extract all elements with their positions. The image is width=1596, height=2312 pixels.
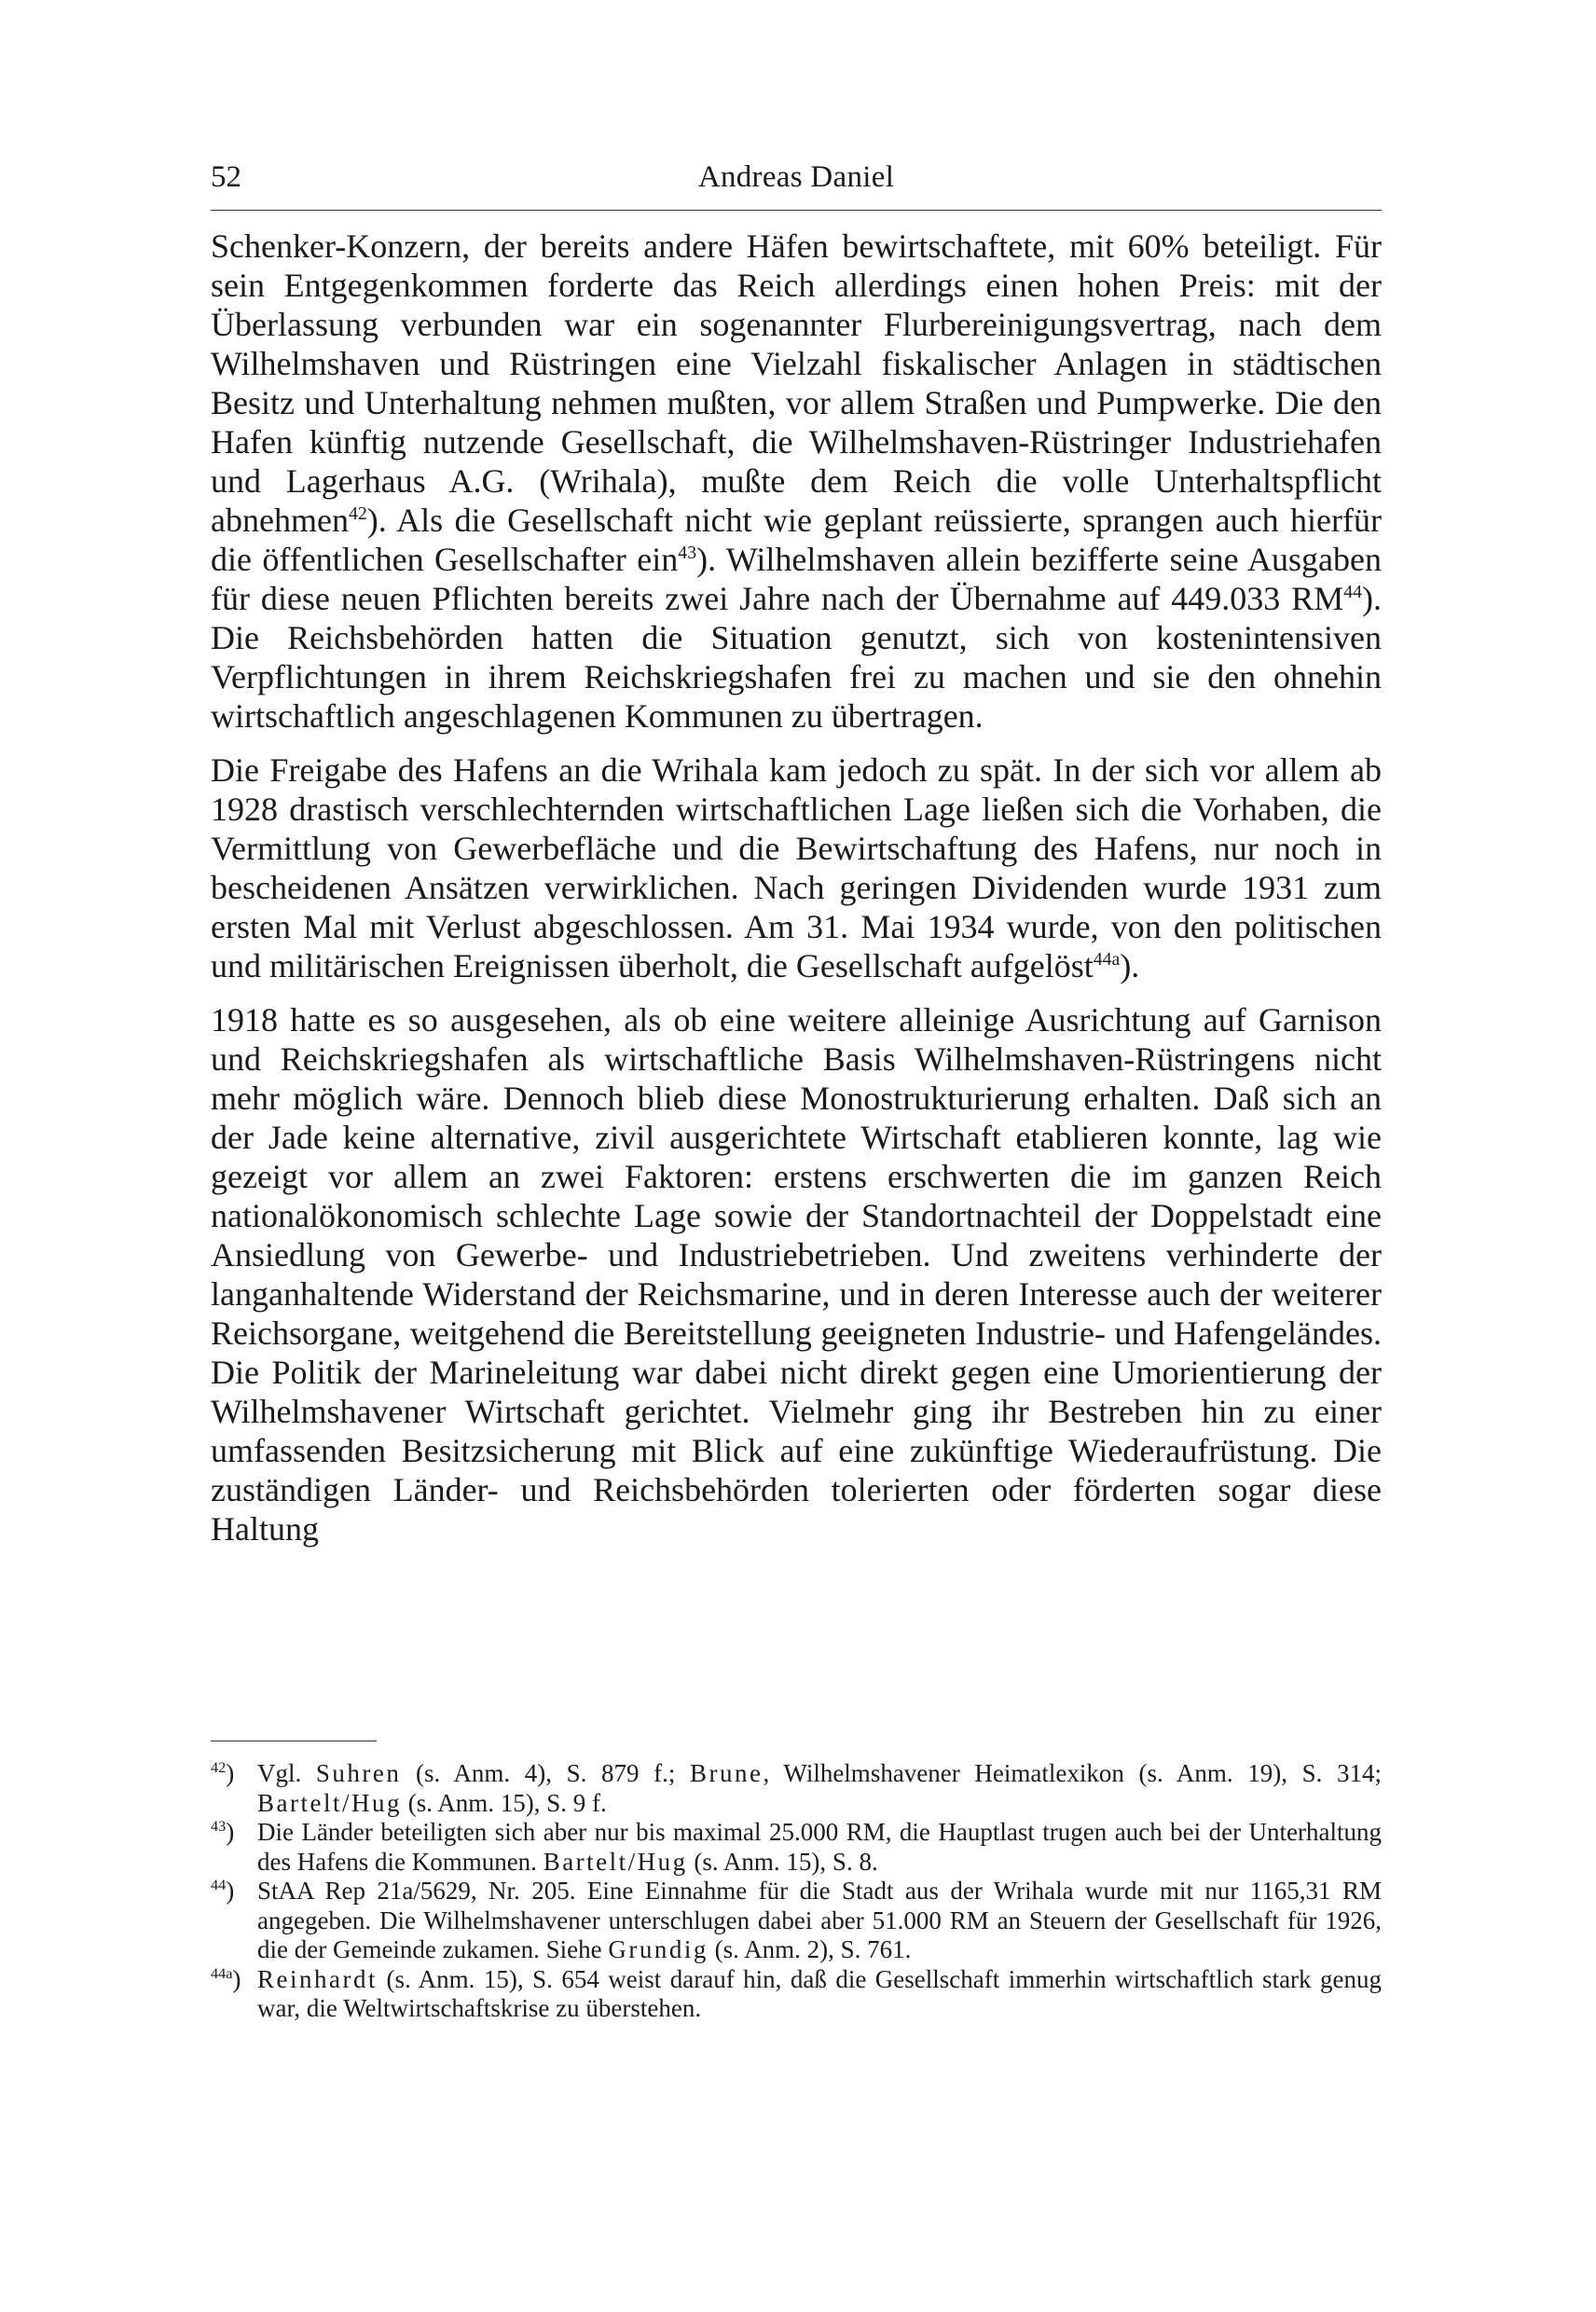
text-run: (s. Anm. 15), S. 8.	[687, 1847, 878, 1876]
text-run: ). Wilhelmshaven allein bezifferte seine Ausgaben für diese neuen Pflichten bereits zwei Jahre nach der Übernahme auf 449.033 RM	[211, 541, 1382, 617]
body-text	[211, 227, 1382, 1563]
author-name: Reinhardt	[257, 1964, 378, 1993]
footnote-number: $^{43}$)	[211, 1818, 235, 1846]
paragraph	[211, 750, 1382, 985]
footnote-number-value: 44a	[211, 1964, 233, 1982]
text-run: StAA Rep 21a/5629, Nr. 205. Eine Einnahme für die Stadt aus der Wrihala wurde mit nur 1165,31 RM angegeben. Die Wilhelmshavener unterschlugen dabei aber 51.000 RM an Steuern der Gesellschaft für 1926, die der Gemeinde zukamen. Siehe	[257, 1877, 1382, 1963]
text-run: (s. Anm. 2), S. 761.	[708, 1935, 912, 1963]
text-run: Vgl.	[257, 1759, 316, 1787]
footnote-number: $^{44a}$)	[211, 1964, 241, 1993]
text-run: Schenker-Konzern, der bereits andere Häfen bewirtschaftete, mit 60% beteiligt. Für sein Entgegenkommen forderte das Reich allerdings einen hohen Preis: mit der Überlassung verbunden war ein sogenannter Flurbereinigungsvertrag, nach dem Wilhelmshaven und Rüstringen eine Vielzahl fiskalischer Anlagen in städtischen Besitz und Unterhaltung nehmen mußten, vor allem Straßen und Pumpwerke. Die den Hafen künftig nutzende Gesellschaft, die Wilhelmshaven-Rüstringer Industriehafen und Lagerhaus A.G. (Wrihala), mußte dem Reich die volle Unterhaltspflicht abnehmen	[211, 227, 1382, 539]
text-run: Die Freigabe des Hafens an die Wrihala kam jedoch zu spät. In der sich vor allem ab 1928 drastisch verschlechternden wirtschaftlichen Lage ließen sich die Vorhaben, die Vermittlung von Gewerbefläche und die Bewirtschaftung des Hafens, nur noch in bescheidenen Ansätzen verwirklichen. Nach geringen Dividenden wurde 1931 zum ersten Mal mit Verlust abgeschlossen. Am 31. Mai 1934 wurde, von den politischen und militärischen Ereignissen überholt, die Gesellschaft aufgelöst	[211, 751, 1382, 984]
footnote-reference: 42	[348, 503, 367, 524]
author-name: Brune	[690, 1759, 764, 1787]
footnotes	[211, 1759, 1382, 2024]
page-header	[211, 155, 1382, 200]
footnote-number-value: 43	[211, 1818, 227, 1835]
text-run: (s. Anm. 15), S. 9 f.	[401, 1788, 607, 1817]
text-run: Die Länder beteiligten sich aber nur bis maximal 25.000 RM, die Hauptlast trugen auch bei der Unterhaltung des Hafens die Kommunen.	[257, 1818, 1382, 1876]
footnote	[211, 1965, 1382, 2024]
text-run: 1918 hatte es so ausgesehen, als ob eine weitere alleinige Ausrichtung auf Garnison und Reichskriegshafen als wirtschaftliche Basis Wilhelmshaven-Rüstringens nicht mehr möglich wäre. Dennoch blieb diese Monostrukturierung erhalten. Daß sich an der Jade keine alternative, zivil ausgerichtete Wirtschaft etablieren konnte, lag wie gezeigt vor allem an zwei Faktoren: erstens erschwerten die im ganzen Reich nationalökonomisch schlechte Lage sowie der Standortnachteil der Doppelstadt eine Ansiedlung von Gewerbe- und Industriebetrieben. Und zweitens verhinderte der langanhaltende Widerstand der Reichsmarine, und in deren Interesse auch der weiterer Reichsorgane, weitgehend die Bereitstellung geeigneten Industrie- und Hafengeländes. Die Politik der Marineleitung war dabei nicht direkt gegen eine Umorientierung der Wilhelmshavener Wirtschaft gerichtet. Vielmehr ging ihr Bestreben hin zu einer umfassenden Besitzsicherung mit Blick auf eine zukünftige Wiederaufrüstung. Die zuständigen Länder- und Reichsbehörden tolerierten oder förderten sogar diese Haltung	[211, 1001, 1382, 1548]
text-run: ).	[1120, 947, 1140, 984]
text-run: ). Als die Gesellschaft nicht wie geplant reüssierte, sprangen auch hierfür die öffentlichen Gesellschafter ein	[211, 502, 1382, 578]
author-name: Suhren	[315, 1759, 402, 1787]
footnote-reference: 44	[1343, 582, 1362, 602]
paragraph	[211, 1000, 1382, 1548]
footnote-reference: 43	[678, 543, 697, 563]
text-run: (s. Anm. 15), S. 654 weist darauf hin, daß die Gesellschaft immerhin wirtschaftlich stark genug war, die Weltwirtschaftskrise zu überstehen.	[257, 1964, 1382, 2022]
footnote-number: $^{42}$)	[211, 1759, 235, 1787]
page-number: 52	[211, 160, 241, 194]
author-name: Grundig	[608, 1935, 709, 1963]
text-run: ). Die Reichsbehörden hatten die Situation genutzt, sich von kostenintensiven Verpflichtungen in ihrem Reichskriegshafen frei zu machen und sie den ohnehin wirtschaftlich angeschlagenen Kommunen zu übertragen.	[211, 580, 1382, 735]
footnote-number-value: 44	[211, 1877, 227, 1893]
text-run: (s. Anm. 4), S. 879 f.;	[401, 1759, 691, 1787]
footnote-reference: 44a	[1093, 949, 1121, 970]
header-rule	[211, 210, 1382, 211]
footnote	[211, 1877, 1382, 1965]
author-name: Bartelt/Hug	[257, 1788, 402, 1817]
footnote-number: $^{44}$)	[211, 1877, 235, 1905]
footnote-number-value: 42	[211, 1759, 227, 1776]
author-name: Bartelt/Hug	[543, 1847, 688, 1876]
footnote	[211, 1759, 1382, 1818]
text-run: , Wilhelmshavener Heimatlexikon (s. Anm. 19), S. 314;	[763, 1759, 1383, 1787]
footnote	[211, 1818, 1382, 1877]
paragraph	[211, 227, 1382, 736]
running-head: Andreas Daniel	[697, 160, 895, 194]
